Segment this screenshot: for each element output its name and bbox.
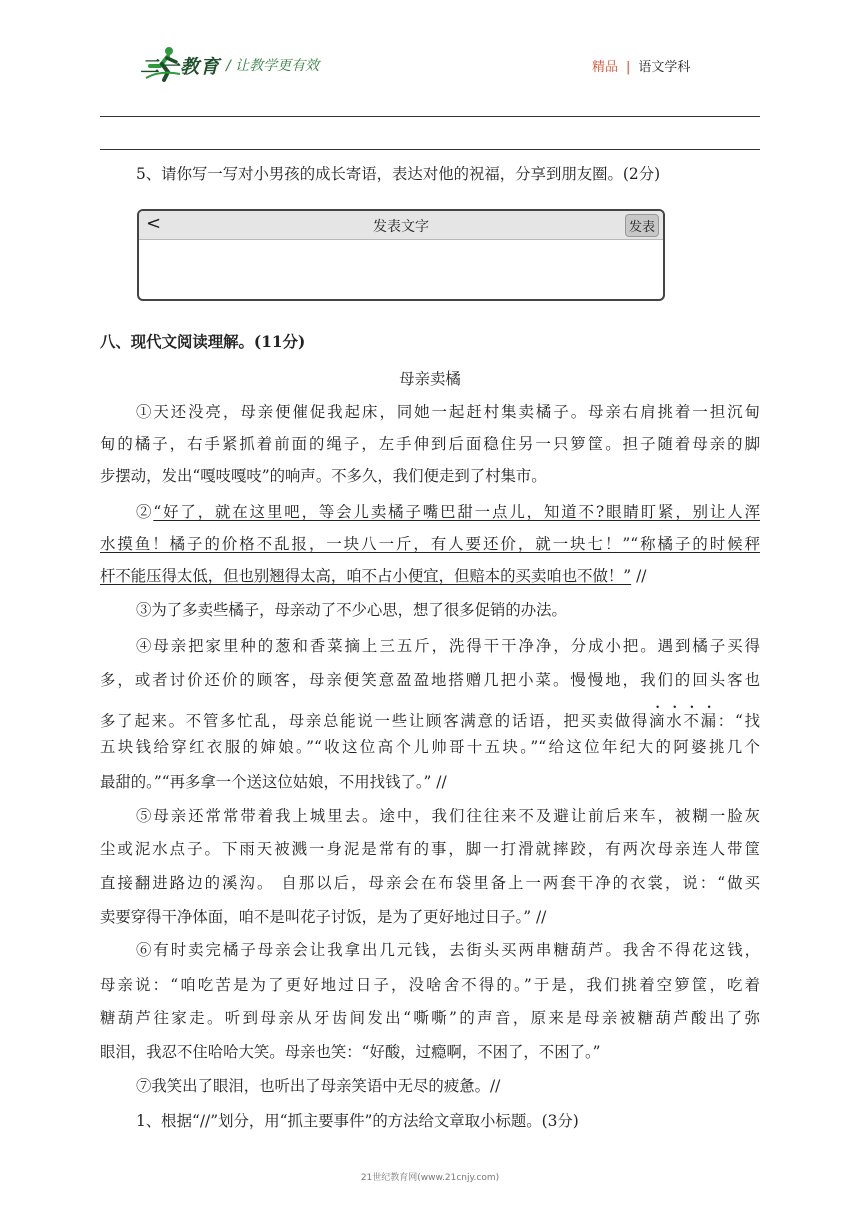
- paragraph-4-line: 五块钱给穿红衣服的婶娘。”“收这位高个儿帅哥十五块。”“给这位年纪大的阿婆挑几个: [100, 738, 760, 756]
- slogan: / 让教学更有效: [226, 58, 320, 74]
- paragraph-4-line: ④母亲把家里种的葱和香菜摘上三五斤，洗得干干净净，分成小把。遇到橘子买得: [136, 637, 760, 655]
- section-divider-mark: //: [636, 567, 647, 585]
- post-box-title: 发表文字: [373, 219, 429, 235]
- footer-source: 21世纪教育网(www.21cnjy.com): [360, 1173, 500, 1183]
- paragraph-4-line: 最甜的。”“再多拿一个送这位姑娘，不用找钱了。” //: [100, 773, 447, 791]
- paragraph-2-line: 水摸鱼！橘子的价格不乱报，一块八一斤，有人要还价，就一块七！”“称橘子的时候秤: [100, 535, 760, 553]
- section-heading: 八、现代文阅读理解。(11分): [100, 333, 306, 351]
- emphasized-phrase: 滴水不漏: [649, 712, 718, 730]
- paragraph-1-line: 步摆动，发出“嘎吱嘎吱”的响声。不多久，我们便走到了村集市。: [100, 467, 547, 485]
- back-icon[interactable]: <: [146, 213, 162, 234]
- paragraph-1-line: ①天还没亮，母亲便催促我起床，同她一起赶村集卖橘子。母亲右肩挑着一担沉甸: [136, 403, 760, 421]
- logo-text: 二一教育: [140, 56, 221, 78]
- publish-button[interactable]: 发表: [625, 214, 659, 237]
- paragraph-3: ③为了多卖些橘子，母亲动了不少心思，想了很多促销的办法。: [136, 601, 567, 619]
- header-right: [592, 56, 690, 75]
- paragraph-7: ⑦我笑出了眼泪，也听出了母亲笑语中无尽的疲惫。//: [136, 1077, 501, 1095]
- paragraph-2-quote: 杆不能压得太低，但也别翘得太高，咱不占小便宜，但赔本的买卖咱也不做！”: [100, 567, 632, 585]
- article-title: 母亲卖橘: [399, 370, 461, 388]
- paragraph-6-line: ⑥有时卖完橘子母亲会让我拿出几元钱，去街头买两串糖葫芦。我舍不得花这钱，: [136, 941, 760, 959]
- paragraph-6-line: 母亲说：“咱吃苦是为了更好地过日子，没啥舍不得的。”于是，我们挑着空箩筐，吃着: [100, 976, 760, 994]
- answer-line-1: [100, 116, 760, 117]
- paragraph-5-line: 卖要穿得干净体面，咱不是叫花子讨饭，是为了更好地过日子。” //: [100, 908, 547, 926]
- paragraph-1-line: 甸的橘子，右手紧抓着前面的绳子，左手伸到后面稳住另一只箩筐。担子随着母亲的脚: [100, 435, 760, 453]
- subject-label: 语文学科: [638, 60, 691, 75]
- paragraph-2-marker: ②: [136, 503, 154, 521]
- paragraph-5-line: ⑤母亲还常常带着我上城里去。途中，我们往往来不及避让前后来车，被糊一脸灰: [136, 807, 760, 825]
- paragraph-4-text: ：“找: [717, 712, 760, 730]
- paragraph-6-line: 糖葫芦往家走。听到母亲从牙齿间发出“嘶嘶”的声音，原来是母亲被糖葫芦酸出了弥: [100, 1009, 760, 1027]
- post-text-box[interactable]: [137, 209, 665, 301]
- paragraph-5-line: 尘或泥水点子。下雨天被溅一身泥是常有的事，脚一打滑就摔跤，有两次母亲连人带筐: [100, 840, 760, 858]
- paragraph-2-line: [100, 566, 646, 586]
- post-box-title-bar: [139, 211, 663, 240]
- paragraph-6-line: 眼泪，我忍不住哈哈大笑。母亲也笑：“好酸，过瘾啊，不困了，不困了。”: [100, 1043, 601, 1061]
- answer-line-2: [100, 149, 760, 150]
- paragraph-4-text: 多了起来。不管多忙乱，母亲总能说一些让顾客满意的话语，把买卖做得: [100, 712, 650, 730]
- question-5: 5、请你写一写对小男孩的成长寄语，表达对他的祝福，分享到朋友圈。(2分): [136, 165, 661, 183]
- paragraph-2-quote: “好了，就在这里吧，等会儿卖橘子嘴巴甜一点儿，知道不?眼睛盯紧，别让人浑: [153, 503, 760, 521]
- premium-tag: 精品: [592, 60, 619, 75]
- paragraph-2-line: [136, 502, 760, 522]
- paragraph-5-line: 直接翻进路边的溪沟。 自那以后，母亲会在布袋里备上一两套干净的衣裳，说：“做买: [100, 874, 760, 892]
- header-separator: |: [626, 60, 631, 75]
- paragraph-4-line: [100, 703, 760, 731]
- question-1: 1、根据“//”划分，用“抓主要事件”的方法给文章取小标题。(3分): [136, 1112, 579, 1130]
- paragraph-4-line: 多，或者讨价还价的顾客，母亲便笑意盈盈地搭赠几把小菜。慢慢地，我们的回头客也: [100, 671, 760, 689]
